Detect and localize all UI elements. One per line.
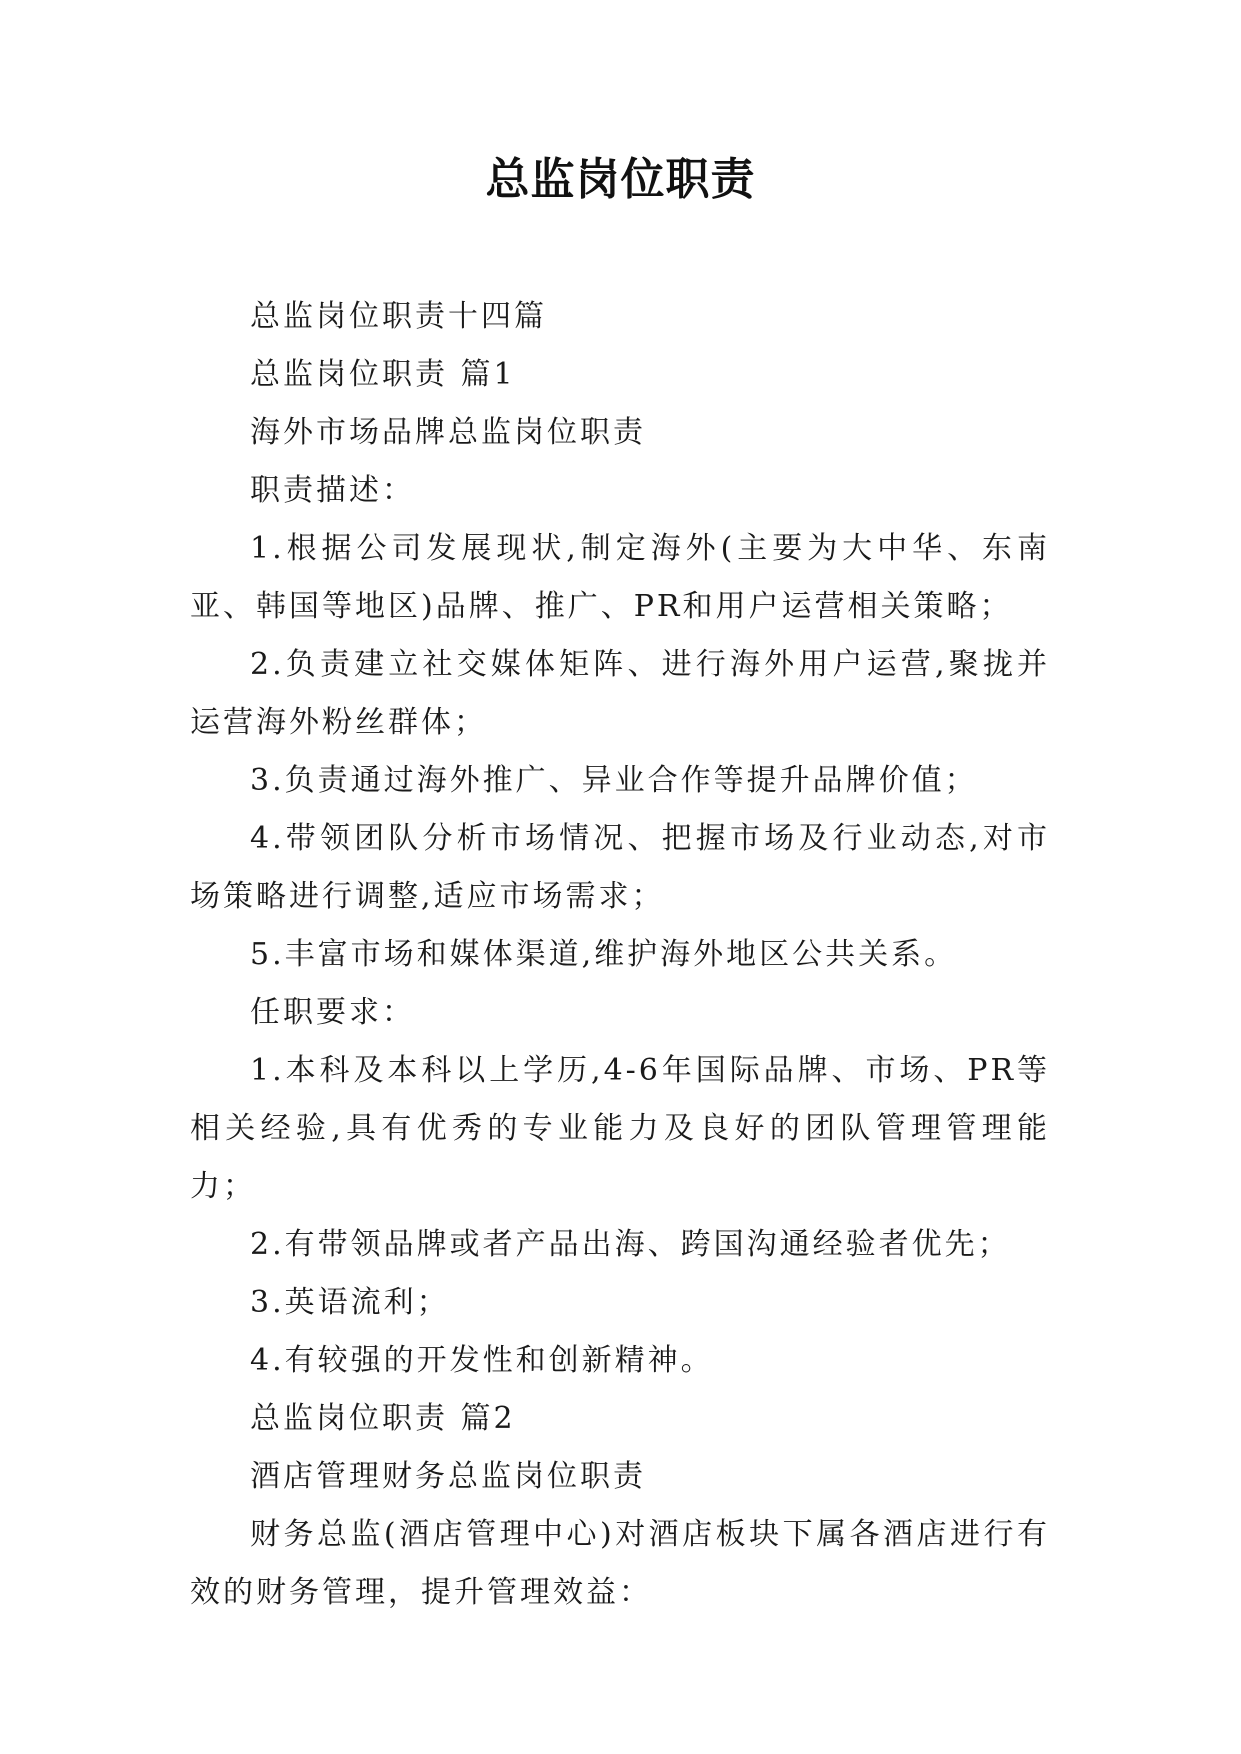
job-title-1: 海外市场品牌总监岗位职责 xyxy=(250,415,646,450)
duty-item-5: 5.丰富市场和媒体渠道,维护海外地区公共关系。 xyxy=(250,937,958,972)
section-heading-2: 总监岗位职责 篇2 xyxy=(250,1401,516,1436)
requirements-heading: 任职要求： xyxy=(250,995,415,1030)
duty-item-4: 4.带领团队分析市场情况、把握市场及行业动态,对市场策略进行调整,适应市场需求； xyxy=(190,821,1050,914)
document-body xyxy=(190,288,1050,1622)
paragraph-finance-intro: 财务总监(酒店管理中心)对酒店板块下属各酒店进行有效的财务管理，提升管理效益： xyxy=(190,1517,1050,1610)
requirement-item-2: 2.有带领品牌或者产品出海、跨国沟通经验者优先； xyxy=(250,1227,1011,1262)
requirement-item-4: 4.有较强的开发性和创新精神。 xyxy=(250,1343,714,1378)
job-title-2: 酒店管理财务总监岗位职责 xyxy=(250,1459,646,1494)
paragraph-intro: 总监岗位职责十四篇 xyxy=(250,299,547,334)
requirement-item-1: 1.本科及本科以上学历,4-6年国际品牌、市场、PR等相关经验,具有优秀的专业能力及良好的团队管理管理能力； xyxy=(190,1053,1050,1204)
duty-item-1: 1.根据公司发展现状,制定海外(主要为大中华、东南亚、韩国等地区)品牌、推广、PR和用户运营相关策略； xyxy=(190,531,1050,624)
duty-item-3: 3.负责通过海外推广、异业合作等提升品牌价值； xyxy=(250,763,978,798)
requirement-item-3: 3.英语流利； xyxy=(250,1285,450,1320)
section-heading-1: 总监岗位职责 篇1 xyxy=(250,357,516,392)
duties-heading: 职责描述： xyxy=(250,473,415,508)
document-title: 总监岗位职责 xyxy=(485,154,756,205)
duty-item-2: 2.负责建立社交媒体矩阵、进行海外用户运营,聚拢并运营海外粉丝群体； xyxy=(190,647,1050,740)
